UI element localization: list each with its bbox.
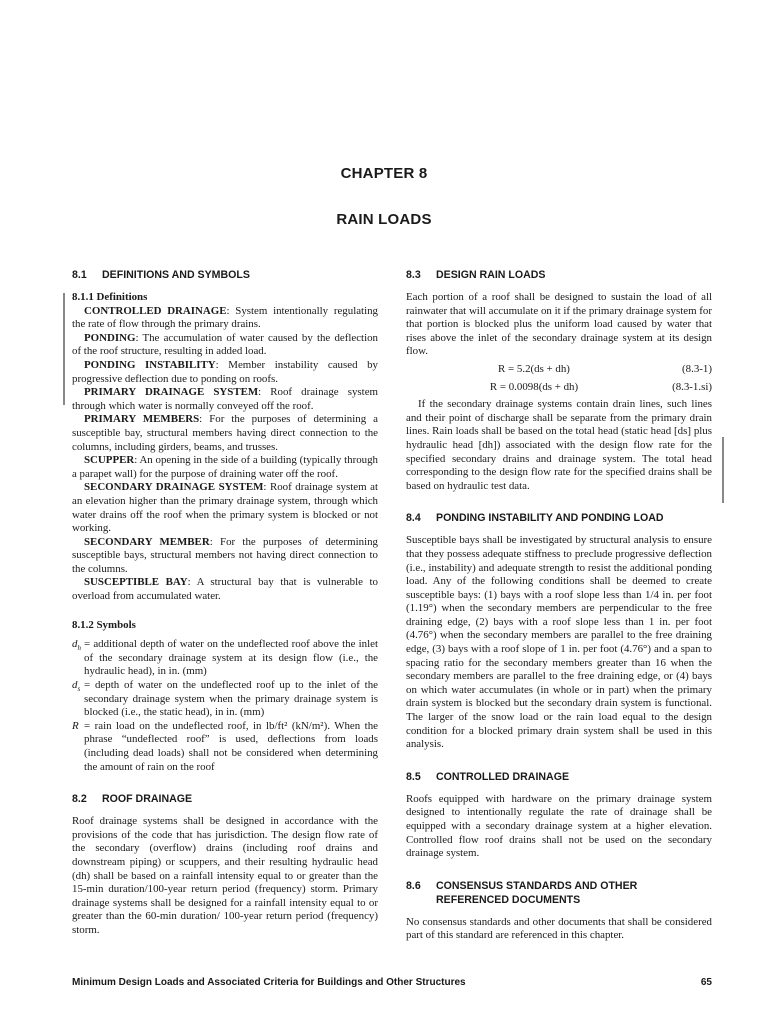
symbols-list bbox=[72, 638, 378, 774]
definition-item: PONDING: The accumulation of water caused by the deflection of the roof structure, resulting in added load. bbox=[72, 331, 378, 358]
section-8-5-heading: 8.5 CONTROLLED DRAINAGE bbox=[406, 770, 570, 783]
change-bar bbox=[722, 437, 724, 503]
symbol-item: R = rain load on the undeflected roof, in lb/ft² (kN/m²). When the phrase “undeflected roof” is used, deflections from loads (including dead loads) shall not be considered when determining the amount of rain on the roof bbox=[72, 719, 378, 773]
definition-item: PRIMARY MEMBERS: For the purposes of determining a susceptible bay, structural members having direct connection to the columns, including girders, beams, and trusses. bbox=[72, 413, 378, 453]
chapter-number: CHAPTER 8 bbox=[340, 165, 428, 182]
section-8-2-body: Roof drainage systems shall be designed in accordance with the provisions of the code that has jurisdiction. The design flow rate of the secondary (overflow) drains (including roof drains and downstream piping) or scuppers, and their resulting hydraulic head (dh) shall be based on a rainfall intensity equal to or greater than the 15-min duration/100-year return period (frequency) storm. Primary drainage systems shall be designed for a rainfall intensity equal to or greater than the 60-min duration/ 100-year return period (frequency) storm. bbox=[72, 815, 378, 936]
change-bar bbox=[63, 293, 65, 405]
section-8-6-body: No consensus standards and other documents that shall be considered part of this standard are referenced in this chapter. bbox=[406, 915, 712, 942]
section-8-2-heading: 8.2 ROOF DRAINAGE bbox=[72, 793, 193, 806]
page-number: 65 bbox=[700, 977, 712, 988]
section-8-3-body-2: If the secondary drainage systems contain drain lines, such lines and their point of discharge shall be separate from the primary drain lines. Rain loads shall be based on the total head (static head [ds] plus hydraulic head [dh]) associated with the design flow rate for the specified secondary drains and drainage system. The total head corresponding to the design flow rate for the specified drains shall be based on hydraulic test data. bbox=[406, 398, 712, 492]
chapter-title: RAIN LOADS bbox=[336, 211, 432, 228]
section-8-4-heading: 8.4 PONDING INSTABILITY AND PONDING LOAD bbox=[406, 512, 664, 525]
subsection-8-1-1-heading: 8.1.1 Definitions bbox=[72, 291, 148, 303]
symbol-item: $d_h$ = additional depth of water on the undeflected roof above the inlet of the secondary drainage system at its design flow (i.e., the hydraulic head), in in. (mm) bbox=[72, 638, 378, 678]
definition-item: PONDING INSTABILITY: Member instability caused by progressive deflection due to ponding on roofs. bbox=[72, 358, 378, 385]
equation-8-3-1-si: R = 0.0098(ds + dh) (8.3-1.si) bbox=[489, 380, 712, 393]
definition-item: PRIMARY DRAINAGE SYSTEM: Roof drainage system through which water is normally conveyed off the roof. bbox=[72, 386, 379, 412]
subsection-8-1-2-heading: 8.1.2 Symbols bbox=[72, 618, 136, 631]
right-column bbox=[406, 268, 712, 943]
footer-title: Minimum Design Loads and Associated Criteria for Buildings and Other Structures bbox=[72, 977, 466, 988]
section-8-3-body-1: Each portion of a roof shall be designed to sustain the load of all rainwater that will accumulate on it if the primary drainage system for that portion is blocked plus the uniform load caused by water that rises above the inlet of the secondary drainage system at its design flow. bbox=[406, 291, 712, 358]
section-8-3-heading: 8.3 DESIGN RAIN LOADS bbox=[406, 269, 546, 281]
definition-item: SCUPPER: An opening in the side of a building (typically through a parapet wall) for the purpose of draining water off the roof. bbox=[72, 454, 378, 480]
definition-item: SECONDARY DRAINAGE SYSTEM: Roof drainage system at an elevation higher than the primary drainage system, through which water drains off the roof when the primary system is blocked or not working. bbox=[72, 481, 378, 535]
equation-8-3-1: R = 5.2(ds + dh) (8.3-1) bbox=[498, 362, 712, 375]
definitions-list bbox=[72, 305, 378, 604]
definition-item: SUSCEPTIBLE BAY: A structural bay that is vulnerable to overload from accumulated water. bbox=[72, 576, 379, 603]
definition-item: SECONDARY MEMBER: For the purposes of determining susceptible bays, structural members not having direct connection to the columns. bbox=[72, 535, 378, 575]
definition-item: CONTROLLED DRAINAGE: System intentionally regulating the rate of flow through the primary drains. bbox=[72, 304, 379, 331]
section-8-4-body: Susceptible bays shall be investigated by structural analysis to ensure that they possess adequate stiffness to preclude progressive deflection (i.e., instability) and adequate strength to resist the additional ponding load. Any of the following conditions shall be deemed to create susceptible bays: (1) bays with a roof slope less than 1/4 in. per foot (1.19°) when the secondary members are perpendicular to the free draining edge, (2) bays with a roof slope less than 1 in. per foot (4.76°) when the secondary members are parallel to the free draining edge, (3) bays with a roof slope of 1 in. per foot (4.76°) and a span to spacing ratio for the secondary members greater than 16 when the secondary members are parallel to the free draining edge, or (4) bays on which water accumulates (in whole or in part) when the primary drain system is blocked but the secondary drain system is functional. The larger of the snow load or the rain load equal to the design condition for a blocked primary drain system shall be used in this analysis. bbox=[406, 534, 712, 751]
symbol-item: $d_s$ = depth of water on the undeflected roof up to the inlet of the secondary drainage system when the primary drainage system is blocked (i.e., the static head), in in. (mm) bbox=[72, 679, 378, 719]
left-column bbox=[72, 268, 378, 938]
section-8-6-heading: 8.6 CONSENSUS STANDARDS AND OTHER REFERENCED DOCUMENTS bbox=[406, 879, 638, 906]
section-8-5-body: Roofs equipped with hardware on the primary drainage system designed to intentionally regulate the rate of drainage shall be equipped with a secondary drainage system at a higher elevation. Controlled flow roof drains shall not be used on the secondary drainage system. bbox=[406, 792, 712, 860]
page-footer bbox=[72, 977, 712, 988]
section-8-1-heading: 8.1 DEFINITIONS AND SYMBOLS bbox=[72, 269, 250, 281]
